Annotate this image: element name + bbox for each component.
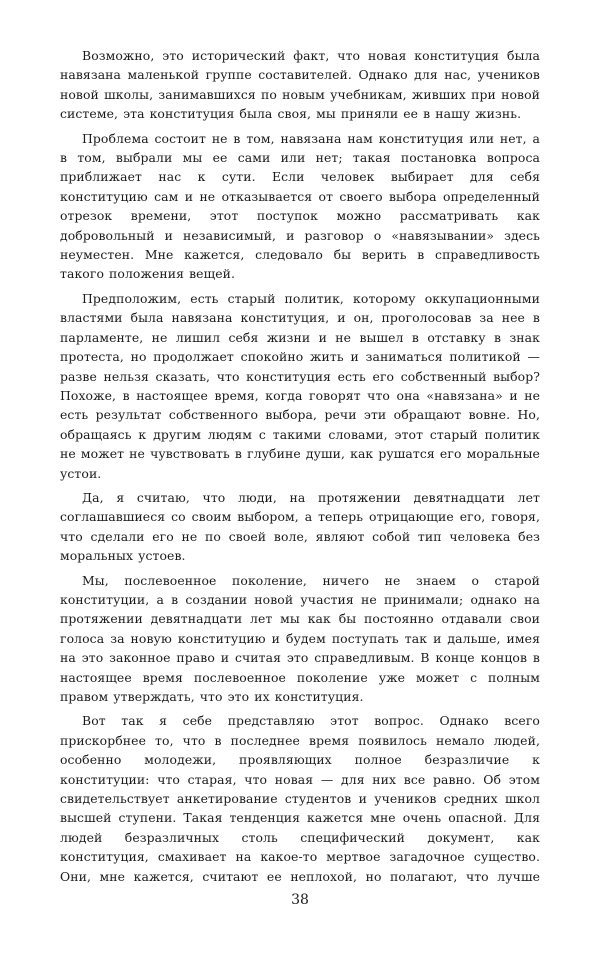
paragraph-6: Вот так я себе представляю этот вопрос. Однако всего прискорбнее то, что в последнее время появилось немало людей, особенно молодежи, проявляющих полное безразличие к конституции: что старая, что новая — для них все равно. Об этом свидетельствует анкетирование студентов и учеников средних школ высшей ступени. Такая тенденция кажется мне очень опасной. Для людей безразличных столь специфический документ, как конституция, смахивает на какое-то мертвое загадочное существо. Они, мне кажется, считают ее неплохой, но полагают, что лучше <box>60 713 540 884</box>
page-body <box>60 46 540 888</box>
page-number: 38 <box>291 892 309 908</box>
paragraph-3: Предположим, есть старый политик, которому оккупационными властями была навязана конституция, и он, проголосовав за нее в парламенте, не лишил себя жизни и не вышел в отставку в знак протеста, но продолжает спокойно жить и заниматься политикой — разве нельзя сказать, что конституция есть его собственный выбор? Похоже, в настоящее время, когда говорят что она «навязана» и не есть результат собственного выбора, речи эти обращают вовне. Но, обращаясь к другим людям с такими словами, этот старый политик не может не чувствовать в глубине души, как рушатся его моральные устои. <box>60 290 540 481</box>
paragraph-2: Проблема состоит не в том, навязана нам конституция или нет, а в том, выбрали мы ее сами или нет; такая постановка вопроса приближает нас к сути. Если человек выбирает для себя конституцию сам и не отказывается от своего выбора определенный отрезок времени, этот поступок можно рассматривать как добровольный и независимый, и разговор о «навязывании» здесь неуместен. Мне кажется, следовало бы верить в справедливость такого положения вещей. <box>60 130 540 282</box>
paragraph-1: Возможно, это исторический факт, что новая конституция была навязана маленькой группе составителей. Однако для нас, учеников новой школы, занимавшихся по новым учебникам, живших при новой системе, эта конституция была своя, мы приняли ее в нашу жизнь. <box>60 48 540 122</box>
paragraph-4: Да, я считаю, что люди, на протяжении девятнадцати лет соглашавшиеся со своим выбором, а теперь отрицающие его, говоря, что сделали его не по своей воле, являют собой тип человека без моральных устоев. <box>60 489 540 564</box>
paragraph-5: Мы, послевоенное поколение, ничего не знаем о старой конституции, а в создании новой участия не принимали; однако на протяжении девятнадцати лет мы как бы постоянно отдавали свои голоса за новую конституцию и будем поступать так и дальше, имея на это законное право и считая это справедливым. В конце концов в настоящее время послевоенное поколение уже может с полным правом утверждать, что это их конституция. <box>60 572 540 704</box>
